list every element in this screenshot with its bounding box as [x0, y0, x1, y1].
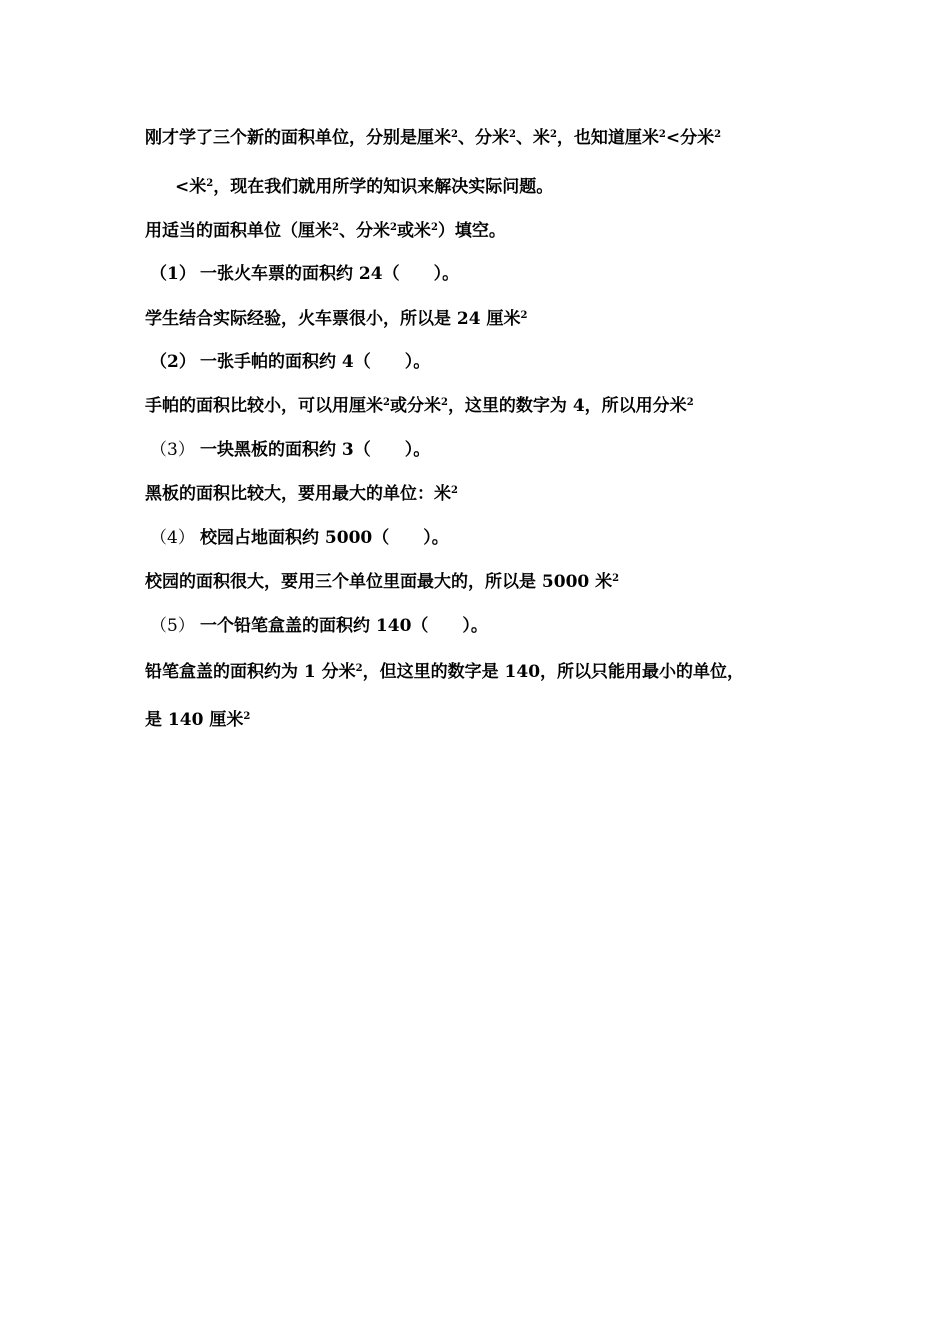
question-number: （3） [150, 440, 195, 460]
question-number: （4） [150, 528, 195, 548]
question-text: 一张手帕的面积约 4（ ）。 [200, 352, 431, 372]
answer-4: 校园的面积很大，要用三个单位里面最大的，所以是 5000 米$^2$ [145, 572, 620, 592]
instruction: 用适当的面积单位（厘米$^2$、分米$^2$或米$^2$）填空。 [145, 221, 506, 241]
question-2 [150, 350, 430, 374]
question-text: 一张火车票的面积约 24（ ）。 [200, 264, 460, 284]
question-number: （1） [150, 264, 196, 284]
question-text: 校园占地面积约 5000（ ）。 [200, 528, 449, 548]
intro-line-1: 刚才学了三个新的面积单位，分别是厘米$^2$、分米$^2$、米$^2$，也知道厘米$^2$<分米$^2$ [145, 128, 722, 148]
question-5 [150, 614, 488, 638]
answer-1: 学生结合实际经验，火车票很小，所以是 24 厘米$^2$ [145, 309, 528, 329]
answer-2: 手帕的面积比较小，可以用厘米$^2$或分米$^2$，这里的数字为 4，所以用分米$^2$ [145, 396, 694, 416]
intro-line-2: <米$^2$，现在我们就用所学的知识来解决实际问题。 [175, 177, 554, 197]
question-1 [150, 262, 459, 286]
answer-5-line-2: 是 140 厘米$^2$ [145, 710, 251, 730]
question-text: 一个铅笔盒盖的面积约 140（ ）。 [200, 616, 488, 636]
answer-5-line-1: 铅笔盒盖的面积约为 1 分米$^2$，但这里的数字是 140，所以只能用最小的单位， [145, 662, 745, 682]
question-text: 一块黑板的面积约 3（ ）。 [200, 440, 431, 460]
question-4 [150, 526, 449, 550]
question-3 [150, 438, 430, 462]
question-number: （2） [150, 352, 196, 372]
answer-3: 黑板的面积比较大，要用最大的单位：米$^2$ [145, 484, 458, 504]
question-number: （5） [150, 616, 195, 636]
